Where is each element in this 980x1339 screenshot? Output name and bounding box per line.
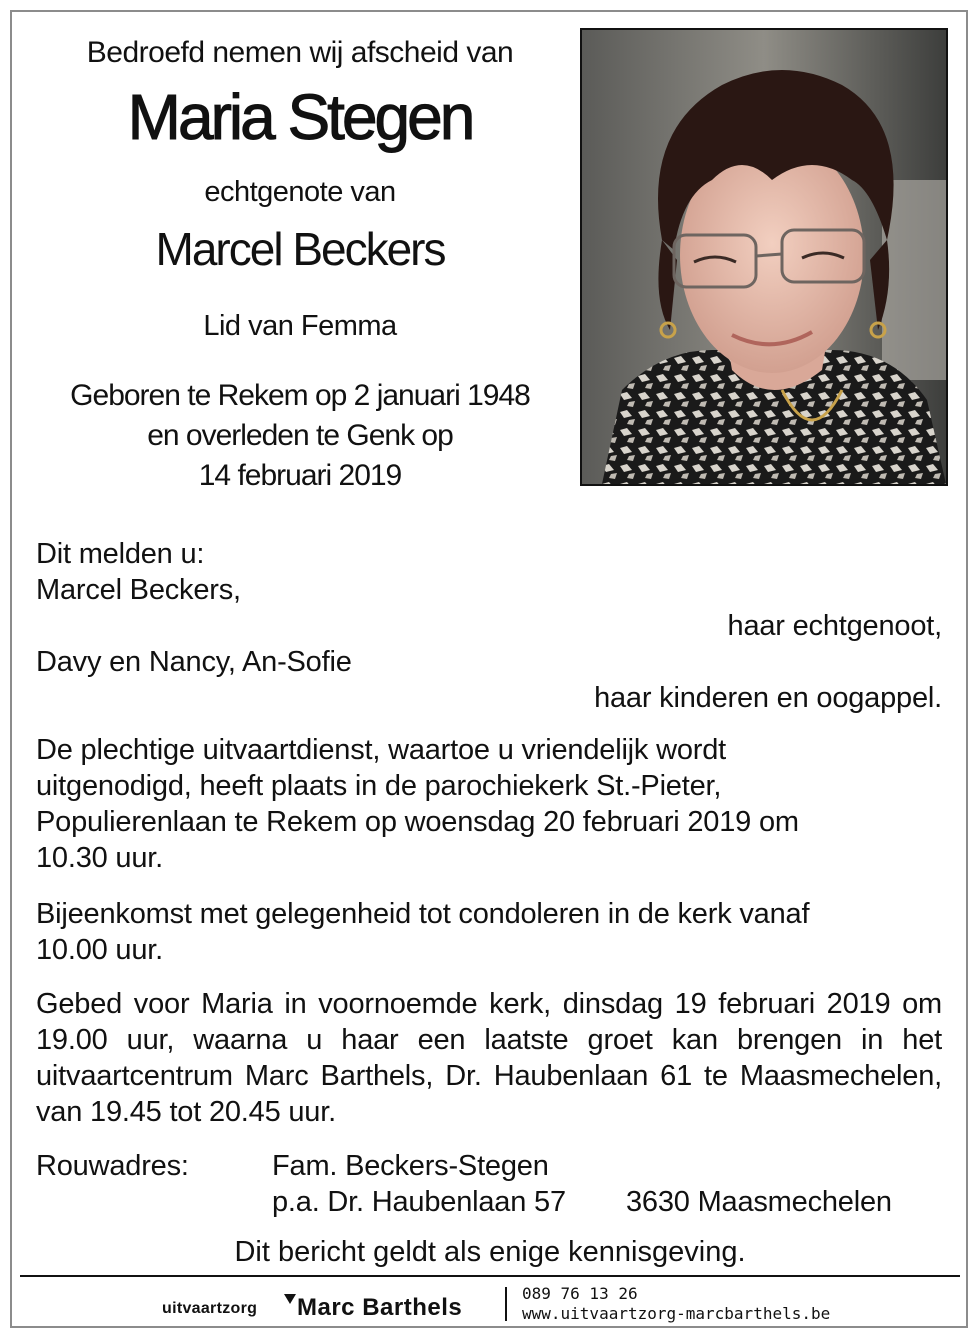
- gathering-paragraph: Bijeenkomst met gelegenheid tot condoleren in de kerk vanaf 10.00 uur.: [36, 898, 810, 966]
- spouse-label: echtgenote van: [204, 176, 396, 208]
- family-relation-children: haar kinderen en oogappel.: [594, 682, 942, 714]
- family-intro: Dit melden u:: [36, 538, 205, 570]
- footer-phone: 089 76 13 26: [522, 1284, 638, 1303]
- address-family-name: Fam. Beckers-Stegen: [272, 1150, 549, 1182]
- membership-text: Lid van Femma: [203, 310, 397, 342]
- brand-prefix: uitvaartzorg: [162, 1300, 258, 1317]
- brand-name: Marc Barthels: [297, 1294, 463, 1321]
- portrait-illustration: [582, 30, 946, 484]
- death-date-line: 14 februari 2019: [198, 459, 402, 492]
- family-person-children: Davy en Nancy, An-Sofie: [36, 646, 352, 678]
- family-person-spouse: Marcel Beckers,: [36, 574, 241, 606]
- birth-line: Geboren te Rekem op 2 januari 1948: [70, 379, 530, 412]
- service-paragraph: De plechtige uitvaartdienst, waartoe u vriendelijk wordt uitgenodigd, heeft plaats in de parochiekerk St.-Pieter, Populierenlaan te Rekem op woensdag 20 februari 2019 om 10.30 uur.: [36, 734, 799, 874]
- address-label: Rouwadres:: [36, 1150, 189, 1182]
- family-relation-spouse: haar echtgenoot,: [727, 610, 942, 642]
- death-line: en overleden te Genk op: [147, 419, 453, 452]
- intro-text: Bedroefd nemen wij afscheid van: [86, 36, 514, 69]
- deceased-name: Maria Stegen: [127, 81, 473, 153]
- notice-text: Dit bericht geldt als enige kennisgeving.: [234, 1236, 746, 1268]
- address-street: p.a. Dr. Haubenlaan 57: [272, 1186, 566, 1218]
- footer-divider: [505, 1287, 507, 1321]
- spouse-name: Marcel Beckers: [155, 223, 445, 275]
- family-section: [36, 536, 942, 716]
- footer-website: www.uitvaartzorg-marcbarthels.be: [522, 1304, 831, 1323]
- address-city: 3630 Maasmechelen: [626, 1186, 892, 1218]
- footer-rule: [20, 1275, 960, 1277]
- portrait-photo: [580, 28, 948, 486]
- brand-triangle-icon: [284, 1294, 296, 1304]
- birth-death-info: [40, 376, 560, 496]
- prayer-paragraph: Gebed voor Maria in voornoemde kerk, dinsdag 19 februari 2019 om 19.00 uur, waarna u haar een laatste groet kan brengen in het uitvaartcentrum Marc Barthels, Dr. Haubenlaan 61 te Maasmechelen, van 19.45 tot 20.45 uur.: [36, 988, 942, 1128]
